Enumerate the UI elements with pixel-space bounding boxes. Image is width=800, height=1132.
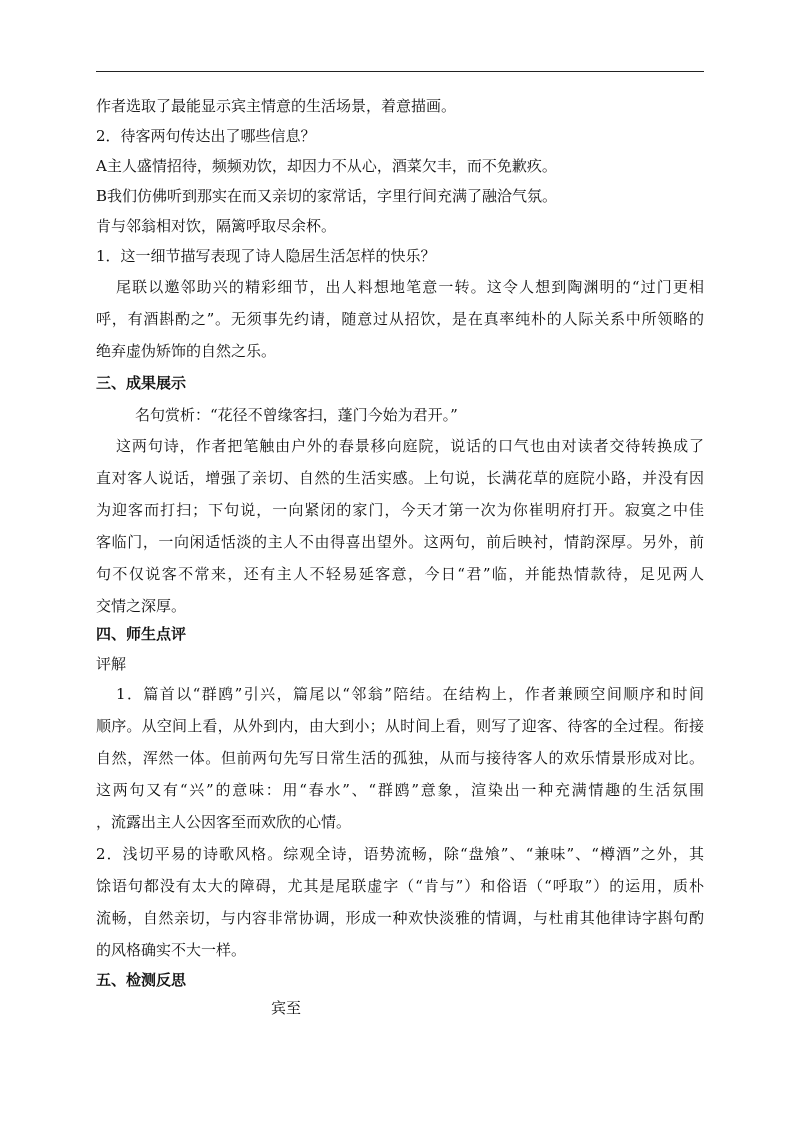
section-heading: 五、检测反思 [96,971,187,989]
paragraph-line: 顺序。从空间上看，从外到内，由大到小；从时间上看，则写了迎客、待客的全过程。衔接 [96,717,704,735]
paragraph-line: 为迎客而打扫；下句说，一向紧闭的家门，今天才第一次为你崔明府打开。寂寞之中佳 [96,501,704,519]
poem-line: 肯与邻翁相对饮，隔篱呼取尽余杯。 [96,217,337,235]
section-heading: 三、成果展示 [96,374,187,392]
paragraph-line: 2．浅切平易的诗歌风格。综观全诗，语势流畅，除“盘飧”、“兼味”、“樽酒”之外，其 [96,845,704,863]
paragraph-line: ，流露出主人公因客至而欢欣的心情。 [96,813,352,831]
subheading: 评解 [96,655,127,673]
paragraph-line: 呼，有酒斟酌之”。无须事先约请，随意过从招饮，是在真率纯朴的人际关系中所领略的 [96,310,704,328]
paragraph-line: 句不仅说客不常来，还有主人不轻易延客意，今日“君”临，并能热情款待，足见两人 [96,565,704,583]
paragraph-line: 流畅，自然亲切，与内容非常协调，形成一种欢快淡雅的情调，与杜甫其他律诗字斟句酌 [96,909,704,927]
poem-title: 宾至 [271,999,302,1017]
paragraph-line: 尾联以邀邻助兴的精彩细节，出人料想地笔意一转。这令人想到陶渊明的“过门更相 [116,278,704,296]
paragraph-line: 的风格确实不大一样。 [96,941,247,959]
answer-b-line: B我们仿佛听到那实在而又亲切的家常话，字里行间充满了融洽气氛。 [96,187,558,205]
paragraph-line: 自然，浑然一体。但前两句先写日常生活的孤独，从而与接待客人的欢乐情景形成对比。 [96,749,704,767]
paragraph-line: 这两句诗，作者把笔触由户外的春景移向庭院，说话的口气也由对读者交待转换成了 [116,437,704,455]
paragraph-line: 馀语句都没有太大的障碍，尤其是尾联虚字（“肯与”）和俗语（“呼取”）的运用，质朴 [96,877,704,895]
question-line: 1．这一细节描写表现了诗人隐居生活怎样的快乐？ [96,247,436,265]
famous-line-heading: 名句赏析：“花径不曾缘客扫，蓬门今始为君开。” [135,406,458,424]
paragraph-line: 交情之深厚。 [96,597,187,615]
header-rule [96,71,704,72]
answer-a-line: A主人盛情招待，频频劝饮，却因力不从心，酒菜欠丰，而不免歉疚。 [96,157,557,175]
paragraph-line: 绝弃虚伪矫饰的自然之乐。 [96,342,277,360]
paragraph-line: 直对客人说话，增强了亲切、自然的生活实感。上句说，长满花草的庭院小路，并没有因 [96,469,704,487]
question-line: 2．待客两句传达出了哪些信息？ [96,127,316,145]
text-line: 作者选取了最能显示宾主情意的生活场景，着意描画。 [96,97,457,115]
paragraph-line: 这两句又有“兴”的意味：用“春水”、“群鸥”意象，渲染出一种充满情趣的生活氛围 [96,781,704,799]
paragraph-line: 客临门，一向闲适恬淡的主人不由得喜出望外。这两句，前后映衬，情韵深厚。另外，前 [96,533,704,551]
section-heading: 四、师生点评 [96,625,187,643]
paragraph-line: 1．篇首以“群鸥”引兴，篇尾以“邻翁”陪结。在结构上，作者兼顾空间顺序和时间 [116,685,704,703]
